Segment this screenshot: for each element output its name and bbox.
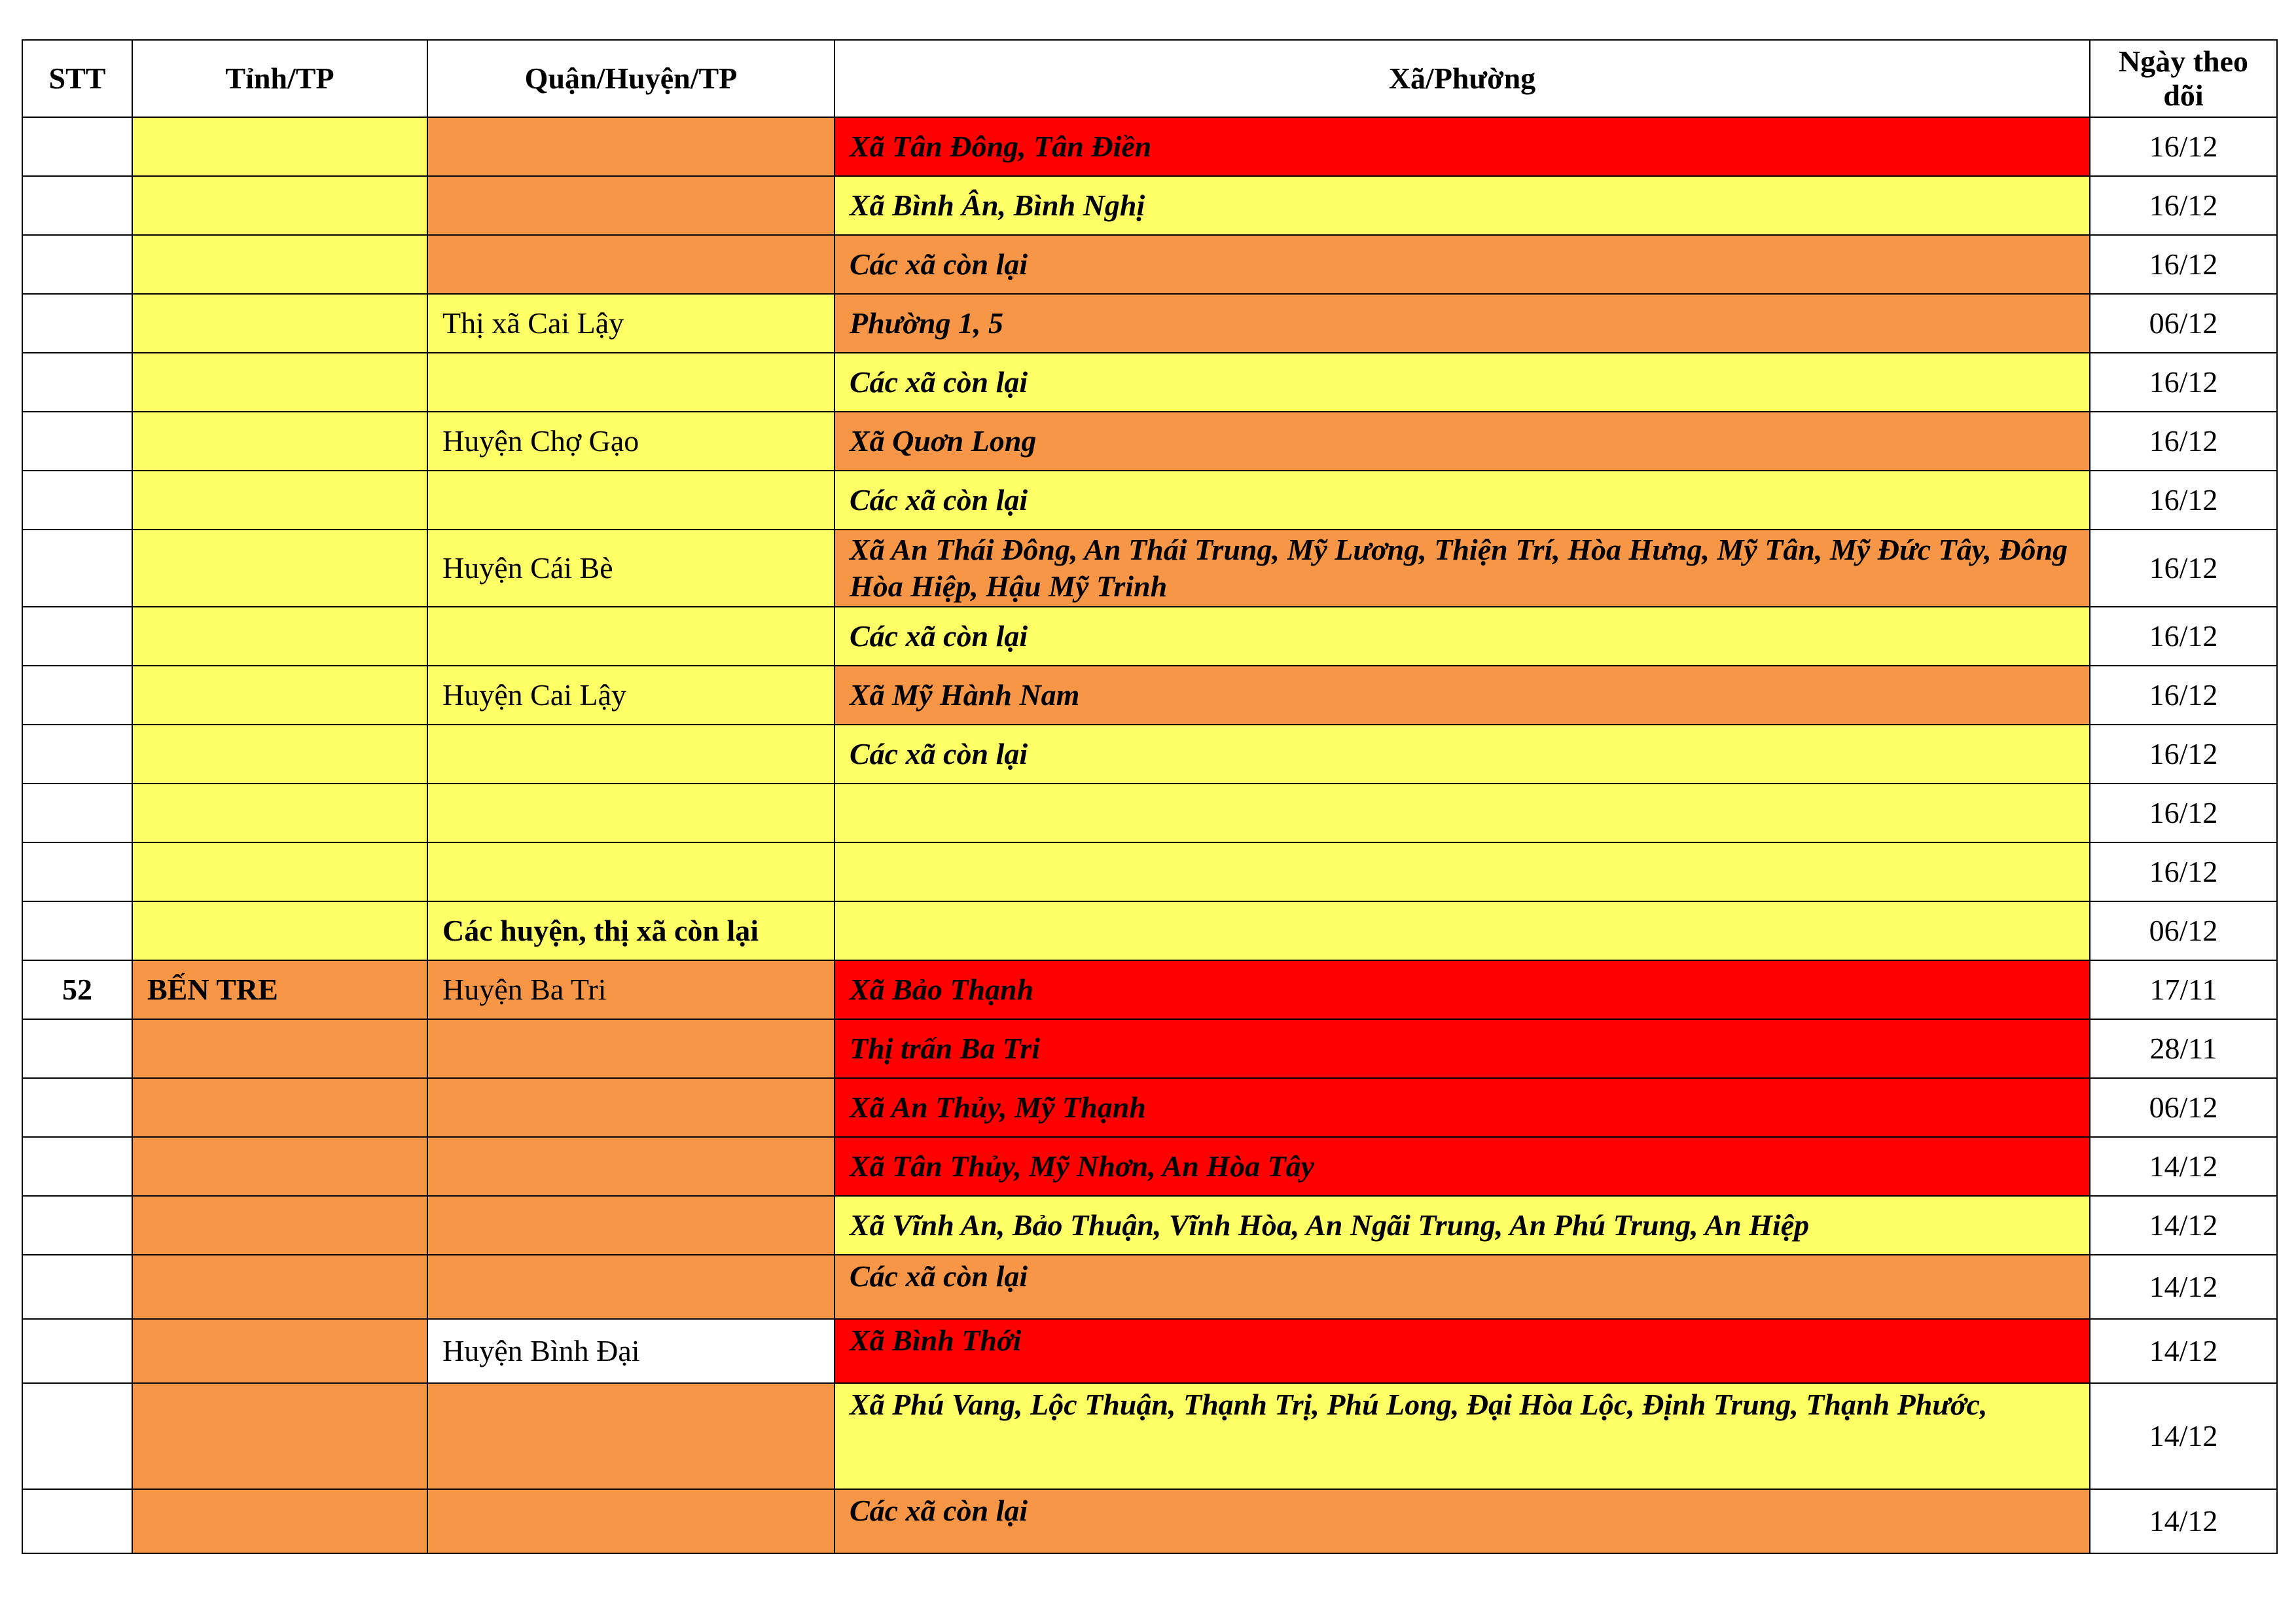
table-body (22, 117, 2277, 1553)
cell-stt (22, 235, 132, 294)
header-stt: STT (22, 40, 132, 117)
cell-huyen (427, 784, 834, 842)
cell-tinh (132, 1319, 427, 1383)
cell-huyen (427, 1137, 834, 1196)
cell-stt (22, 117, 132, 176)
cell-tinh (132, 1078, 427, 1137)
cell-stt (22, 1319, 132, 1383)
cell-ngay: 16/12 (2090, 176, 2277, 235)
cell-ngay: 28/11 (2090, 1019, 2277, 1078)
cell-tinh (132, 235, 427, 294)
cell-xa: Xã Mỹ Hành Nam (834, 666, 2090, 725)
cell-huyen: Huyện Cái Bè (427, 530, 834, 607)
cell-xa: Các xã còn lại (834, 607, 2090, 666)
cell-ngay: 16/12 (2090, 530, 2277, 607)
cell-huyen (427, 725, 834, 784)
cell-stt (22, 471, 132, 530)
cell-huyen (427, 1019, 834, 1078)
cell-xa: Xã Quơn Long (834, 412, 2090, 471)
cell-xa: Các xã còn lại (834, 471, 2090, 530)
cell-stt (22, 1255, 132, 1319)
cell-huyen (427, 353, 834, 412)
table-row (22, 294, 2277, 353)
cell-xa: Xã Bảo Thạnh (834, 960, 2090, 1019)
header-ngay: Ngày theo dõi (2090, 40, 2277, 117)
cell-ngay: 16/12 (2090, 725, 2277, 784)
cell-tinh (132, 530, 427, 607)
cell-tinh (132, 1255, 427, 1319)
cell-huyen (427, 607, 834, 666)
table-row (22, 1319, 2277, 1383)
table-row (22, 1019, 2277, 1078)
cell-huyen (427, 1078, 834, 1137)
cell-ngay: 14/12 (2090, 1383, 2277, 1489)
table-row (22, 176, 2277, 235)
cell-xa: Các xã còn lại (834, 725, 2090, 784)
cell-stt (22, 530, 132, 607)
cell-xa: Xã Phú Vang, Lộc Thuận, Thạnh Trị, Phú Long, Đại Hòa Lộc, Định Trung, Thạnh Phước, (834, 1383, 2090, 1489)
cell-ngay: 06/12 (2090, 901, 2277, 960)
cell-xa: Các xã còn lại (834, 1255, 2090, 1319)
cell-huyen: Huyện Bình Đại (427, 1319, 834, 1383)
cell-huyen (427, 235, 834, 294)
cell-ngay: 14/12 (2090, 1196, 2277, 1255)
cell-ngay: 16/12 (2090, 353, 2277, 412)
cell-xa: Thị trấn Ba Tri (834, 1019, 2090, 1078)
cell-stt (22, 1383, 132, 1489)
cell-ngay: 14/12 (2090, 1255, 2277, 1319)
cell-tinh (132, 294, 427, 353)
cell-tinh (132, 607, 427, 666)
table-row (22, 117, 2277, 176)
cell-ngay: 06/12 (2090, 1078, 2277, 1137)
cell-huyen (427, 842, 834, 901)
table-row (22, 725, 2277, 784)
header-tinh: Tỉnh/TP (132, 40, 427, 117)
table-row (22, 412, 2277, 471)
table-row (22, 530, 2277, 607)
cell-ngay: 14/12 (2090, 1489, 2277, 1553)
cell-stt (22, 353, 132, 412)
tracking-table (22, 39, 2278, 1554)
cell-huyen (427, 176, 834, 235)
cell-ngay: 16/12 (2090, 842, 2277, 901)
cell-xa (834, 784, 2090, 842)
cell-ngay: 16/12 (2090, 471, 2277, 530)
cell-tinh: BẾN TRE (132, 960, 427, 1019)
cell-stt (22, 1489, 132, 1553)
cell-xa: Phường 1, 5 (834, 294, 2090, 353)
cell-tinh (132, 412, 427, 471)
table-row (22, 353, 2277, 412)
cell-tinh (132, 725, 427, 784)
cell-xa (834, 842, 2090, 901)
cell-stt (22, 666, 132, 725)
cell-huyen (427, 117, 834, 176)
cell-huyen (427, 1196, 834, 1255)
cell-stt (22, 842, 132, 901)
cell-tinh (132, 353, 427, 412)
cell-huyen (427, 1255, 834, 1319)
cell-tinh (132, 1137, 427, 1196)
table-row (22, 1137, 2277, 1196)
cell-tinh (132, 666, 427, 725)
cell-ngay: 16/12 (2090, 117, 2277, 176)
table-row (22, 471, 2277, 530)
table-row (22, 607, 2277, 666)
cell-ngay: 16/12 (2090, 412, 2277, 471)
cell-huyen (427, 1489, 834, 1553)
cell-stt (22, 412, 132, 471)
cell-xa (834, 901, 2090, 960)
cell-huyen: Thị xã Cai Lậy (427, 294, 834, 353)
table-row (22, 235, 2277, 294)
cell-tinh (132, 901, 427, 960)
cell-stt (22, 1137, 132, 1196)
cell-huyen: Huyện Ba Tri (427, 960, 834, 1019)
cell-tinh (132, 784, 427, 842)
table-row (22, 1196, 2277, 1255)
cell-stt (22, 1196, 132, 1255)
cell-huyen: Các huyện, thị xã còn lại (427, 901, 834, 960)
cell-xa: Xã Bình Ân, Bình Nghị (834, 176, 2090, 235)
cell-ngay: 16/12 (2090, 235, 2277, 294)
cell-xa: Xã An Thái Đông, An Thái Trung, Mỹ Lương, Thiện Trí, Hòa Hưng, Mỹ Tân, Mỹ Đức Tây, Đông Hòa Hiệp, Hậu Mỹ Trinh (834, 530, 2090, 607)
cell-stt (22, 901, 132, 960)
cell-xa: Xã Vĩnh An, Bảo Thuận, Vĩnh Hòa, An Ngãi Trung, An Phú Trung, An Hiệp (834, 1196, 2090, 1255)
cell-tinh (132, 1196, 427, 1255)
cell-ngay: 16/12 (2090, 607, 2277, 666)
cell-tinh (132, 1019, 427, 1078)
cell-stt (22, 1019, 132, 1078)
table-row (22, 1078, 2277, 1137)
table-row (22, 784, 2277, 842)
cell-xa: Xã Tân Đông, Tân Điền (834, 117, 2090, 176)
table-row (22, 1383, 2277, 1489)
cell-stt (22, 784, 132, 842)
table-row (22, 842, 2277, 901)
cell-stt (22, 294, 132, 353)
cell-tinh (132, 1489, 427, 1553)
cell-xa: Các xã còn lại (834, 235, 2090, 294)
header-huyen: Quận/Huyện/TP (427, 40, 834, 117)
table-row (22, 901, 2277, 960)
cell-tinh (132, 471, 427, 530)
cell-huyen (427, 471, 834, 530)
cell-xa: Xã Bình Thới (834, 1319, 2090, 1383)
cell-tinh (132, 1383, 427, 1489)
cell-xa: Các xã còn lại (834, 1489, 2090, 1553)
table-row (22, 1489, 2277, 1553)
cell-stt (22, 176, 132, 235)
cell-tinh (132, 842, 427, 901)
table-row (22, 666, 2277, 725)
cell-xa: Các xã còn lại (834, 353, 2090, 412)
cell-stt (22, 725, 132, 784)
cell-ngay: 14/12 (2090, 1319, 2277, 1383)
cell-ngay: 16/12 (2090, 666, 2277, 725)
cell-huyen: Huyện Chợ Gạo (427, 412, 834, 471)
cell-ngay: 14/12 (2090, 1137, 2277, 1196)
cell-stt: 52 (22, 960, 132, 1019)
cell-tinh (132, 117, 427, 176)
table-row (22, 1255, 2277, 1319)
cell-ngay: 06/12 (2090, 294, 2277, 353)
cell-huyen: Huyện Cai Lậy (427, 666, 834, 725)
cell-ngay: 16/12 (2090, 784, 2277, 842)
cell-stt (22, 607, 132, 666)
cell-huyen (427, 1383, 834, 1489)
cell-ngay: 17/11 (2090, 960, 2277, 1019)
cell-tinh (132, 176, 427, 235)
header-row (22, 40, 2277, 117)
cell-stt (22, 1078, 132, 1137)
header-xa: Xã/Phường (834, 40, 2090, 117)
cell-xa: Xã Tân Thủy, Mỹ Nhơn, An Hòa Tây (834, 1137, 2090, 1196)
cell-xa: Xã An Thủy, Mỹ Thạnh (834, 1078, 2090, 1137)
table-row (22, 960, 2277, 1019)
